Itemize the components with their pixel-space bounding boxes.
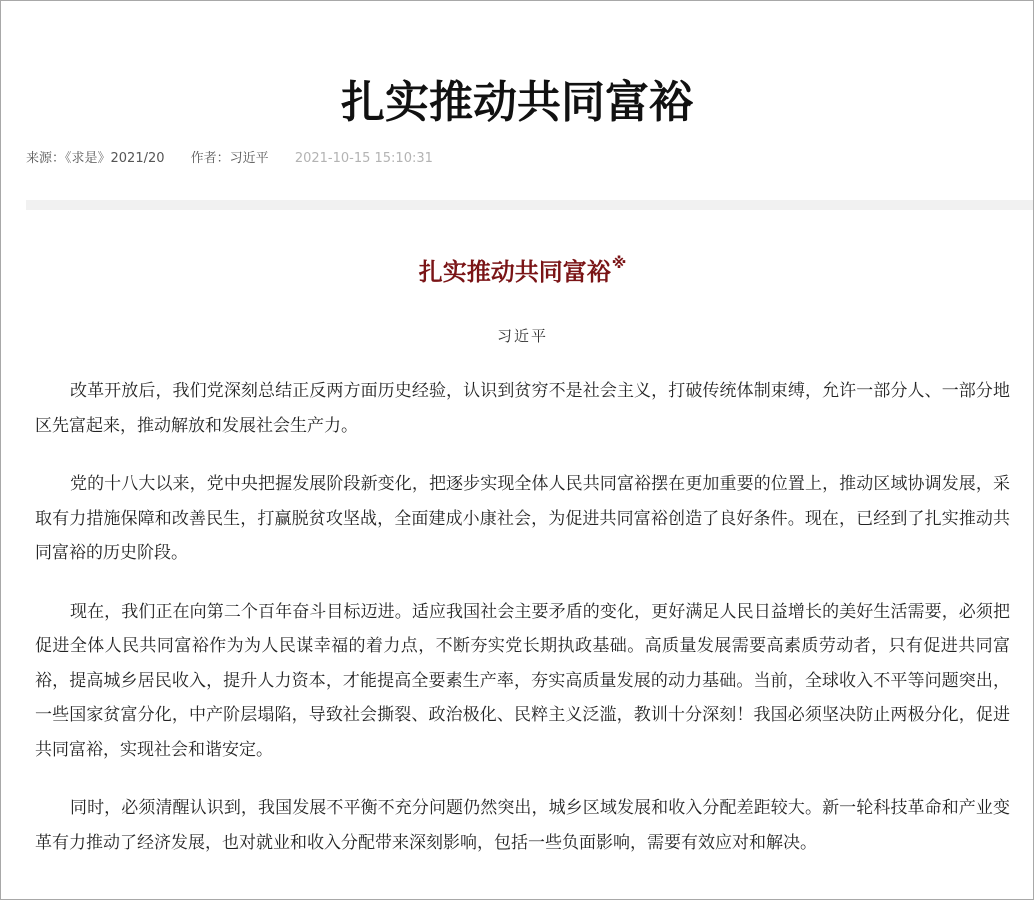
paragraph-3: 现在，我们正在向第二个百年奋斗目标迈进。适应我国社会主要矛盾的变化，更好满足人民日益增长的美好生活需要，必须把促进全体人民共同富裕作为为人民谋幸福的着力点，不断夯实党长期执政基础。高质量发展需要高素质劳动者，只有促进共同富裕，提高城乡居民收入，提升人力资本，才能提高全要素生产率，夯实高质量发展的动力基础。当前，全球收入不平等问题突出，一些国家贫富分化，中产阶层塌陷，导致社会撕裂、政治极化、民粹主义泛滥，教训十分深刻！我国必须坚决防止两极分化，促进共同富裕，实现社会和谐安定。 [35, 601, 1010, 760]
section-divider [26, 200, 1033, 210]
article-title [35, 241, 1010, 294]
article-meta [26, 149, 433, 169]
article-body [35, 223, 1010, 860]
paragraph-2: 党的十八大以来，党中央把握发展阶段新变化，把逐步实现全体人民共同富裕摆在更加重要的位置上，推动区域协调发展，采取有力措施保障和改善民生，打赢脱贫攻坚战，全面建成小康社会，为促进共同富裕创造了良好条件。现在，已经到了扎实推动共同富裕的历史阶段。 [35, 474, 1010, 563]
article-title-text: 扎实推动共同富裕 [418, 258, 611, 286]
footnote-mark: ※ [611, 254, 627, 272]
page-title: 扎实推动共同富裕 [341, 77, 693, 128]
paragraph-4: 同时，必须清醒认识到，我国发展不平衡不充分问题仍然突出，城乡区域发展和收入分配差距较大。新一轮科技革命和产业变革有力推动了经济发展，也对就业和收入分配带来深刻影响，包括一些负面影响，需要有效应对和解决。 [35, 798, 1010, 853]
meta-author: 作者：习近平 [190, 151, 269, 166]
meta-date: 2021-10-15 15:10:31 [294, 151, 433, 166]
meta-source: 来源：《求是》2021/20 [26, 151, 165, 166]
article-byline: 习近平 [496, 327, 548, 345]
paragraph-1: 改革开放后，我们党深刻总结正反两方面历史经验，认识到贫穷不是社会主义，打破传统体制束缚，允许一部分人、一部分地区先富起来，推动解放和发展社会生产力。 [35, 381, 1010, 436]
